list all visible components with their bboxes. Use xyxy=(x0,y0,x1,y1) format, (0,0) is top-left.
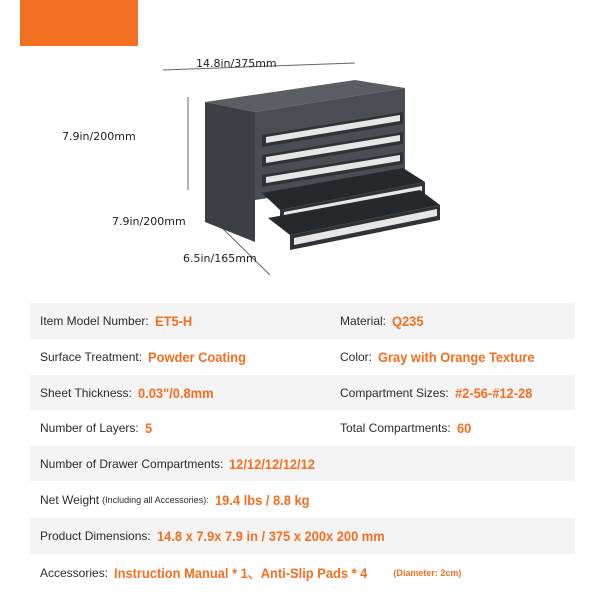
spec-value-product-dimensions: 14.8 x 7.9x 7.9 in / 375 x 200x 200 mm xyxy=(156,528,385,544)
spec-label-product-dimensions: Product Dimensions: xyxy=(40,529,151,543)
spec-value-total-compartments: 60 xyxy=(456,420,472,436)
spec-row xyxy=(30,555,575,592)
spec-label-drawer-compartments: Number of Drawer Compartments: xyxy=(40,456,224,471)
spec-row xyxy=(30,446,575,482)
dimension-depth-bottom: 6.5in/165mm xyxy=(183,252,257,265)
spec-label-thickness: Sheet Thickness: xyxy=(40,385,132,400)
spec-value-color: Gray with Orange Texture xyxy=(378,349,535,365)
spec-row xyxy=(30,340,575,375)
spec-label-material: Material: xyxy=(340,314,387,328)
spec-value-material: Q235 xyxy=(392,313,424,329)
dimension-height: 7.9in/200mm xyxy=(62,130,136,143)
spec-value-item-model: ET5-H xyxy=(154,313,192,329)
spec-row xyxy=(30,482,575,518)
spec-note-accessories: (Diameter: 2cm) xyxy=(393,568,462,578)
spec-row xyxy=(30,518,575,555)
spec-table xyxy=(30,303,575,592)
spec-value-layers: 5 xyxy=(144,420,152,436)
spec-label-item-model: Item Model Number: xyxy=(40,314,149,328)
spec-value-compartment-sizes: #2-56-#12-28 xyxy=(454,384,533,401)
spec-label-accessories: Accessories: xyxy=(40,566,109,580)
spec-note-net-weight: (Including all Accessories): xyxy=(102,494,209,505)
dimension-width: 14.8in/375mm xyxy=(196,57,277,70)
spec-row xyxy=(30,303,575,340)
spec-label-total-compartments: Total Compartments: xyxy=(340,421,451,435)
spec-label-layers: Number of Layers: xyxy=(40,421,139,435)
spec-value-net-weight: 19.4 lbs / 8.8 kg xyxy=(214,491,310,508)
spec-row xyxy=(30,375,575,411)
spec-label-color: Color: xyxy=(340,350,373,364)
spec-value-thickness: 0.03"/0.8mm xyxy=(137,384,214,401)
dimension-depth-mid: 7.9in/200mm xyxy=(112,215,186,228)
spec-value-accessories: Instruction Manual * 1、Anti-Slip Pads * 4 xyxy=(114,565,368,581)
spec-value-surface: Powder Coating xyxy=(148,349,247,365)
spec-label-compartment-sizes: Compartment Sizes: xyxy=(340,385,449,400)
spec-label-net-weight: Net Weight xyxy=(40,492,100,507)
spec-value-drawer-compartments: 12/12/12/12/12 xyxy=(229,455,316,472)
cabinet-side xyxy=(205,102,255,242)
spec-row xyxy=(30,411,575,446)
spec-label-surface: Surface Treatment: xyxy=(40,350,143,364)
